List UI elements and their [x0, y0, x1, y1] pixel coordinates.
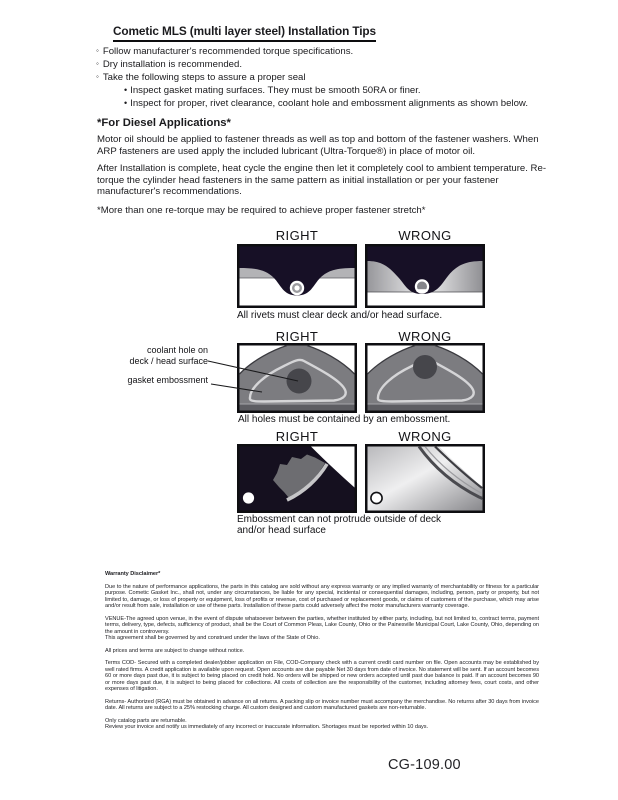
diagram-rivet-right: [237, 244, 357, 308]
row1-caption: All rivets must clear deck and/or head surface.: [237, 310, 443, 321]
rivet-icon: [290, 281, 304, 295]
tips-list: [96, 45, 528, 110]
diagram-hole-wrong: [365, 343, 485, 413]
tip-text: Dry installation is recommended.: [102, 59, 243, 70]
legal-paragraph: Only catalog parts are returnable. Review your invoice and notify us immediately of any incorrect or inaccurate information. Shortages must be reported within 10 days.: [105, 717, 429, 730]
wrong-label: WRONG: [398, 228, 452, 243]
bullet-icon: ◦: [96, 46, 99, 55]
warranty-disclaimer: [105, 571, 539, 737]
bullet-icon: ◦: [96, 72, 99, 81]
list-item: [96, 71, 528, 84]
diagram-edge-right: [237, 444, 357, 513]
page-code: CG-109.00: [388, 757, 461, 773]
page-title: Cometic MLS (multi layer steel) Installation Tips: [113, 24, 376, 42]
wrong-label: WRONG: [398, 329, 452, 344]
tip-text: Inspect for proper, rivet clearance, coolant hole and embossment alignments as shown below.: [130, 98, 528, 109]
right-label: RIGHT: [275, 329, 319, 344]
bolt-hole: [243, 492, 254, 503]
diesel-paragraph: *More than one re-torque may be required to achieve proper fastener stretch*: [97, 205, 426, 216]
tip-text: Follow manufacturer's recommended torque specifications.: [102, 46, 354, 57]
bullet-icon: •: [124, 98, 128, 108]
diesel-heading: *For Diesel Applications*: [97, 117, 231, 129]
right-label: RIGHT: [275, 429, 319, 444]
coolant-hole-callout: coolant hole on deck / head surface: [129, 345, 208, 366]
legal-paragraph: VENUE-The agreed upon venue, in the event of dispute whatsoever between the parties, whether instituted by either party, including, but not limited to, contract terms, payment terms, delivery, type, defects, sufficiency of product, shall be the Court of Common Pleas, Lake County, Ohio or the Painesville Municipal Court, Lake County, Ohio, depending on the amount in controversy. This agreement shall be governed by and construed under the laws of the State of Ohio.: [105, 615, 539, 641]
coolant-hole: [413, 355, 437, 379]
list-item: [96, 58, 528, 71]
tip-text: Take the following steps to assure a proper seal: [102, 72, 306, 83]
diesel-paragraph: After Installation is complete, heat cycle the engine then let it completely cool to ambient temperature. Re-torque the cylinder head fasteners in the same pattern as initial installation or per your fastener manufacturer's recommendations.: [97, 163, 547, 198]
legal-paragraph: All prices and terms are subject to change without notice.: [105, 647, 245, 654]
list-item: [96, 45, 528, 58]
diagram-edge-wrong: [365, 444, 485, 513]
bolt-hole: [371, 492, 382, 503]
row2-caption: All holes must be contained by an embossment.: [238, 414, 451, 425]
bullet-icon: ◦: [96, 59, 99, 68]
legal-paragraph: Due to the nature of performance applications, the parts in this catalog are sold without any express warranty or any implied warranty of merchantability or fitness for a particular purpose. Cometic Gasket Inc., shall not, under any circumstances, be liable for any special, incidental or consequential damages, including, person, party or property, but not limited to, damage, or loss of property or equipment, loss of profits or revenue, cost of purchased or replacement goods, or claims of customers of the purchase, which may arise and/or result from sale, installation or use of these parts. Installation of these parts could adversely affect the motor manufacturers warranty coverage.: [105, 583, 539, 609]
legal-paragraph: Terms COD- Secured with a completed dealer/jobber application on File, COD-Company check with a current credit card number on file. Open accounts may be established by well rated firms. A credit application is available upon request. Open accounts are due payable Net 30 days from date of invoice. No statement will be sent. If an account becomes 60 or more days past due, it is subject to being placed on credit hold. No orders will be shipped or new orders accepted until past due balance is paid. If an account becomes 90 or more days past due, it is subject to being placed for collections. All costs of collection are the responsibility of the customer, including attorney fees, court costs, and other expenses of litigation.: [105, 660, 539, 692]
list-item: [96, 97, 528, 110]
list-item: [96, 84, 528, 97]
gasket-embossment-callout: gasket embossment: [127, 375, 208, 385]
wrong-label: WRONG: [398, 429, 452, 444]
legal-paragraph: Returns- Authorized (RGA) must be obtained in advance on all returns. A packing slip or invoice number must accompany the merchandise. No returns after 30 days from invoice date. All returns are subject to a 25% restocking charge. All custom designed and custom manufactured gaskets are non-returnable.: [105, 698, 539, 711]
callout-pointer-lines: [96, 340, 346, 410]
row3-caption: Embossment can not protrude outside of deck and/or head surface: [237, 514, 442, 536]
right-label: RIGHT: [275, 228, 319, 243]
diesel-paragraph: Motor oil should be applied to fastener threads as well as top and bottom of the fastener washers. When ARP fasteners are used apply the included lubricant (Ultra-Torque®) in place of motor oil.: [97, 134, 539, 157]
legal-heading: Warranty Disclaimer*: [105, 571, 161, 577]
rivet-icon: [415, 279, 429, 293]
diagram-rivet-wrong: [365, 244, 485, 308]
tip-text: Inspect gasket mating surfaces. They must be smooth 50RA or finer.: [130, 85, 421, 96]
bullet-icon: •: [124, 85, 128, 95]
